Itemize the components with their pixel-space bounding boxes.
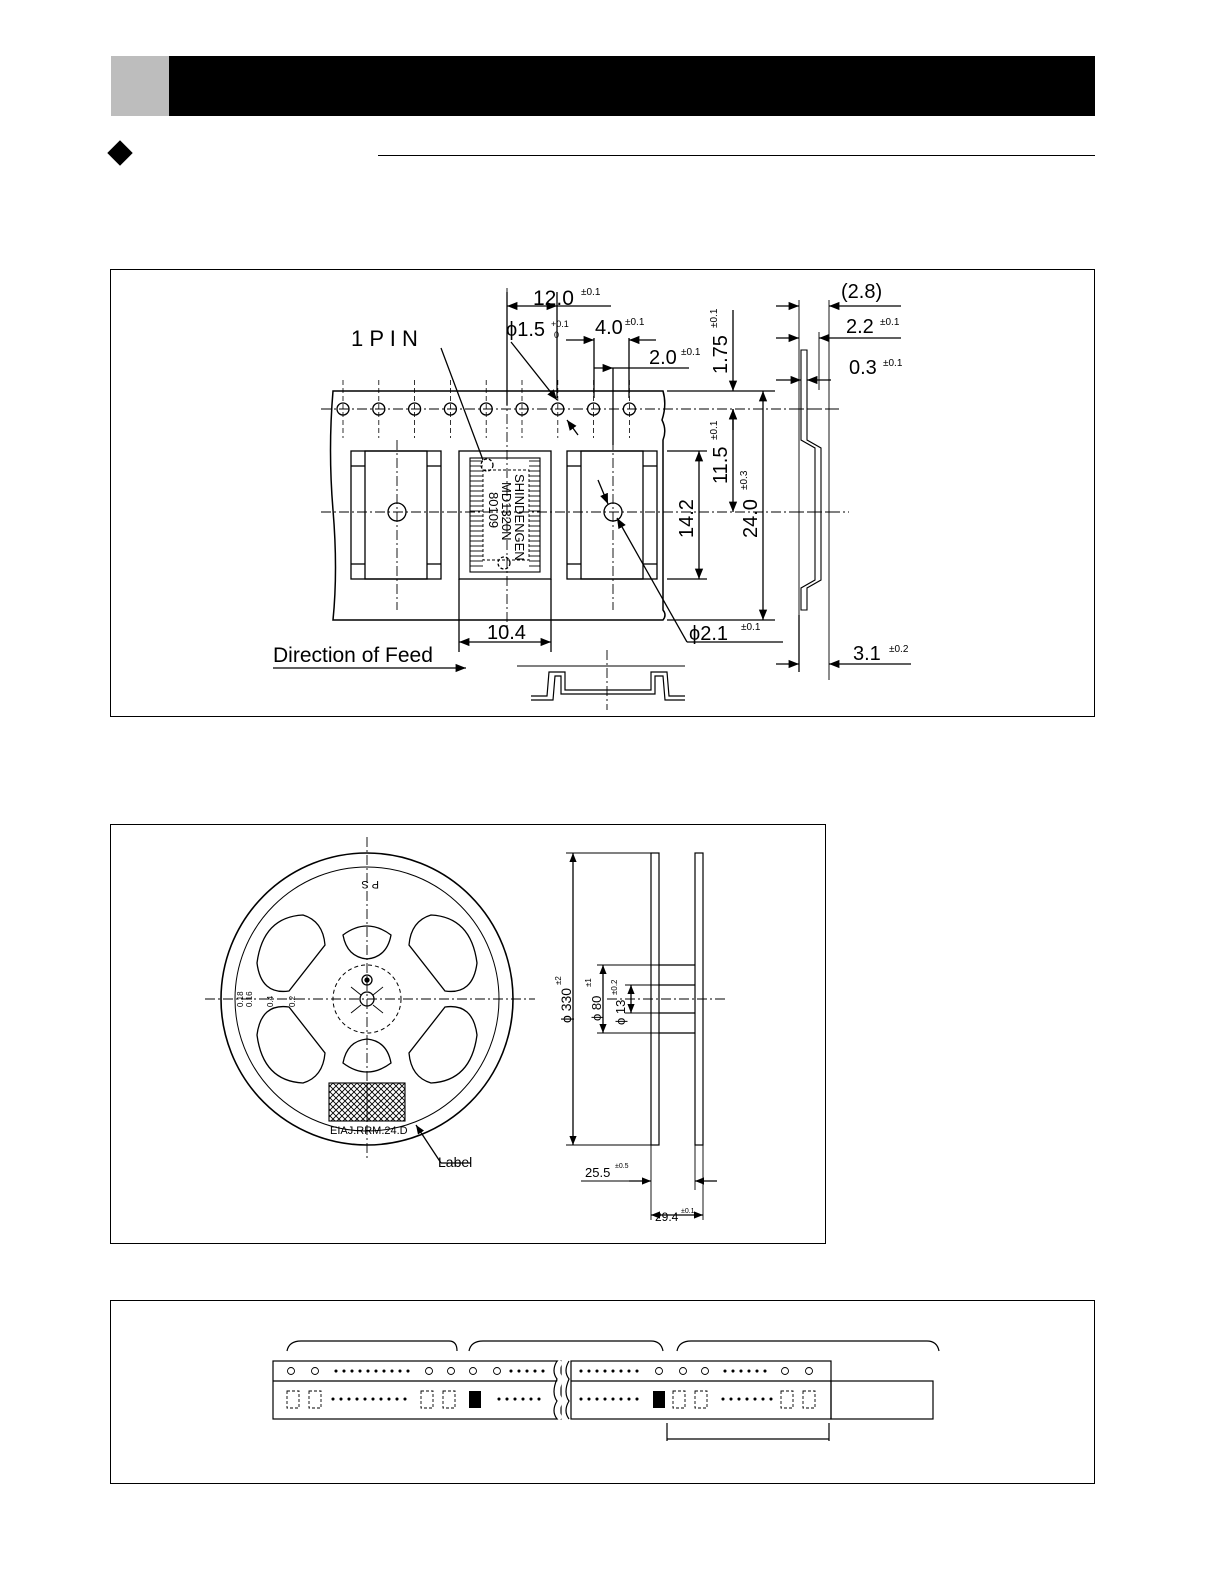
dim-side-28: (2.8) bbox=[841, 281, 883, 303]
dim-294: 29.4 bbox=[655, 1210, 679, 1224]
leader-hole-icon bbox=[702, 1368, 709, 1375]
svg-text:±0.1: ±0.1 bbox=[681, 1208, 695, 1215]
dim-center-hole: ϕ2.1 bbox=[689, 623, 729, 645]
dim-side-31: 3.1 bbox=[853, 643, 881, 665]
ic-marking-line1: SHINDENGEN bbox=[512, 474, 527, 561]
leader-hole-icon bbox=[806, 1368, 813, 1375]
svg-text:±0.2: ±0.2 bbox=[610, 979, 619, 995]
dim-side-03: 0.3 bbox=[849, 357, 877, 379]
reel-drawing bbox=[111, 825, 827, 1245]
svg-text:±0.1: ±0.1 bbox=[581, 287, 601, 298]
dim-width-240: 24.0 bbox=[740, 499, 762, 538]
empty-pocket-icon bbox=[421, 1391, 433, 1408]
header-bar bbox=[111, 56, 1095, 116]
filled-pocket-icon bbox=[469, 1391, 481, 1408]
leader-trailer-drawing bbox=[111, 1301, 1096, 1485]
empty-pocket-icon bbox=[803, 1391, 815, 1408]
leader-trailer-panel bbox=[110, 1300, 1095, 1484]
section-rule bbox=[378, 155, 1095, 156]
svg-text:+0.1: +0.1 bbox=[551, 319, 569, 329]
dim-pocket-104: 10.4 bbox=[487, 622, 526, 644]
reel-panel bbox=[110, 824, 826, 1244]
dim-80: ϕ 80 bbox=[589, 995, 604, 1021]
svg-text:0.18: 0.18 bbox=[236, 991, 245, 1007]
empty-pocket-icon bbox=[695, 1391, 707, 1408]
leader-hole-icon bbox=[782, 1368, 789, 1375]
dim-hole-dia: ϕ1.5 bbox=[506, 319, 546, 341]
dim-255: 25.5 bbox=[585, 1165, 611, 1180]
filled-pocket-icon bbox=[653, 1391, 665, 1408]
pin-label: 1 P I N bbox=[351, 326, 418, 351]
svg-text:±0.1: ±0.1 bbox=[681, 347, 701, 358]
empty-pocket-icon bbox=[443, 1391, 455, 1408]
dim-pitch-12: 12.0 bbox=[533, 287, 574, 310]
empty-pocket-icon bbox=[781, 1391, 793, 1408]
leader-hole-icon bbox=[470, 1368, 477, 1375]
leader-hole-icon bbox=[680, 1368, 687, 1375]
leader-hole-icon bbox=[288, 1368, 295, 1375]
dim-edge-175: 1.75 bbox=[710, 335, 732, 374]
leader-hole-icon bbox=[448, 1368, 455, 1375]
leader-hole-icon bbox=[426, 1368, 433, 1375]
carrier-tape-panel bbox=[110, 269, 1095, 717]
section-bullet-icon bbox=[107, 140, 132, 165]
eiaj-label: EIAJ.RRM.24.D bbox=[330, 1125, 408, 1137]
empty-pocket-icon bbox=[673, 1391, 685, 1408]
leader-hole-icon bbox=[312, 1368, 319, 1375]
svg-text:0.16: 0.16 bbox=[245, 991, 254, 1007]
svg-text:±0.5: ±0.5 bbox=[615, 1163, 629, 1170]
ic-marking-line3: 80109 bbox=[486, 492, 501, 529]
header-accent bbox=[111, 56, 169, 116]
label-callout: Label bbox=[438, 1154, 473, 1170]
leader-hole-icon bbox=[656, 1368, 663, 1375]
dim-side-22: 2.2 bbox=[846, 316, 874, 338]
dim-pitch-4: 4.0 bbox=[595, 317, 623, 339]
svg-text:±0.1: ±0.1 bbox=[883, 358, 903, 369]
svg-text:±0.1: ±0.1 bbox=[709, 308, 720, 328]
dim-pocket-115: 11.5 bbox=[710, 446, 732, 484]
empty-pocket-icon bbox=[287, 1391, 299, 1408]
svg-text:±0.2: ±0.2 bbox=[889, 644, 909, 655]
carrier-tape-drawing bbox=[111, 270, 1096, 718]
svg-text:±2: ±2 bbox=[554, 976, 563, 985]
svg-text:±0.1: ±0.1 bbox=[880, 317, 900, 328]
dim-pocket-142: 14.2 bbox=[676, 499, 698, 538]
dim-13: ϕ 13 bbox=[613, 999, 628, 1025]
dim-330: ϕ 330 bbox=[558, 987, 574, 1023]
svg-text:±0.1: ±0.1 bbox=[741, 622, 761, 633]
svg-text:0.4: 0.4 bbox=[266, 995, 275, 1007]
feed-label: Direction of Feed bbox=[273, 644, 433, 667]
svg-text:0: 0 bbox=[554, 330, 560, 340]
svg-text:±0.1: ±0.1 bbox=[709, 420, 720, 440]
leader-hole-icon bbox=[494, 1368, 501, 1375]
svg-text:±0.1: ±0.1 bbox=[625, 317, 645, 328]
ps-mark: P S bbox=[361, 878, 379, 890]
svg-text:±0.3: ±0.3 bbox=[739, 470, 750, 490]
dim-pitch-2: 2.0 bbox=[649, 347, 677, 369]
ic-marking-line2: MD1320N bbox=[499, 482, 514, 541]
empty-pocket-icon bbox=[309, 1391, 321, 1408]
svg-text:±1: ±1 bbox=[584, 978, 593, 987]
svg-text:0.2: 0.2 bbox=[288, 995, 297, 1007]
